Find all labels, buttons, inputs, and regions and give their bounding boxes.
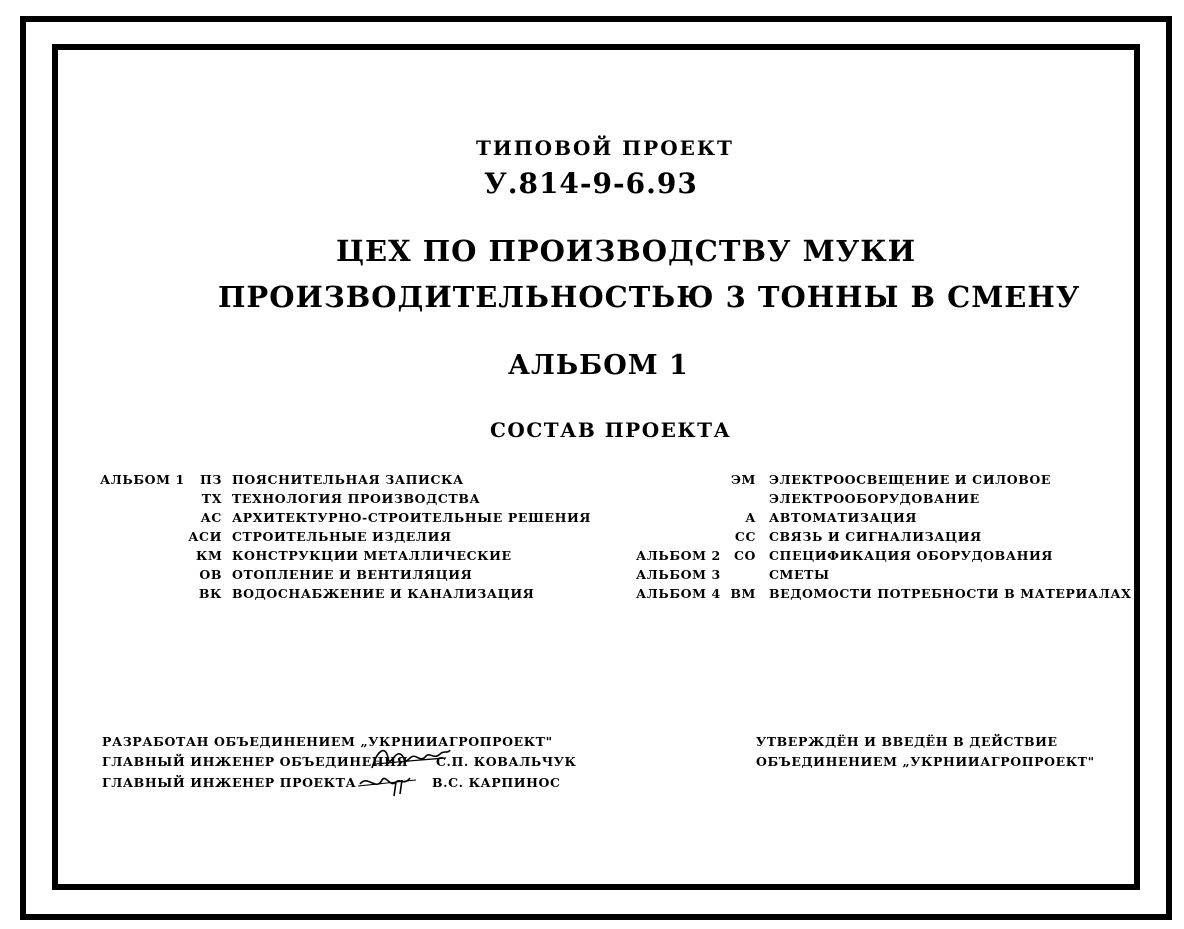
list-item-name: СТРОИТЕЛЬНЫЕ ИЗДЕЛИЯ (232, 529, 452, 544)
list-item-code: СС (734, 529, 756, 544)
chief-engineer-project-role: ГЛАВНЫЙ ИНЖЕНЕР ПРОЕКТА (102, 775, 357, 790)
list-item-name: ЭЛЕКТРООБОРУДОВАНИЕ (769, 491, 980, 506)
list-item-code: АСИ (188, 529, 222, 544)
list-item-name: ТЕХНОЛОГИЯ ПРОИЗВОДСТВА (232, 491, 481, 506)
list-item-name: ЭЛЕКТРООСВЕЩЕНИЕ И СИЛОВОЕ (769, 472, 1052, 487)
approved-line-1: УТВЕРЖДЁН И ВВЕДЁН В ДЕЙСТВИЕ (756, 734, 1058, 749)
list-item-album: АЛЬБОМ 3 (636, 567, 721, 582)
list-item-name: ПОЯСНИТЕЛЬНАЯ ЗАПИСКА (232, 472, 464, 487)
list-item-album: АЛЬБОМ 4 (636, 586, 721, 601)
approved-line-2: ОБЪЕДИНЕНИЕМ „УКРНИИАГРОПРОЕКТ" (756, 754, 1095, 769)
developed-by: РАЗРАБОТАН ОБЪЕДИНЕНИЕМ „УКРНИИАГРОПРОЕКТ" (102, 734, 553, 749)
signature-icon (356, 770, 420, 798)
chief-engineer-assoc-role: ГЛАВНЫЙ ИНЖЕНЕР ОБЪЕДИНЕНИЯ (102, 754, 409, 769)
project-type-label: ТИПОВОЙ ПРОЕКТ (476, 136, 734, 160)
list-item-album: АЛЬБОМ 2 (636, 548, 721, 563)
title-line-1: ЦЕХ ПО ПРОИЗВОДСТВУ МУКИ (336, 234, 917, 268)
chief-engineer-project-name: В.С. КАРПИНОС (432, 775, 561, 790)
list-item-code: ОВ (199, 567, 222, 582)
list-item-name: АРХИТЕКТУРНО-СТРОИТЕЛЬНЫЕ РЕШЕНИЯ (232, 510, 592, 525)
list-item-name: ВОДОСНАБЖЕНИЕ И КАНАЛИЗАЦИЯ (232, 586, 535, 601)
list-item-name: СПЕЦИФИКАЦИЯ ОБОРУДОВАНИЯ (769, 548, 1054, 563)
list-item-name: ВЕДОМОСТИ ПОТРЕБНОСТИ В МАТЕРИАЛАХ (769, 586, 1132, 601)
list-item-code: ПЗ (199, 472, 222, 487)
list-item-code: А (745, 510, 756, 525)
chief-engineer-assoc-name: С.П. КОВАЛЬЧУК (436, 754, 577, 769)
album-title: АЛЬБОМ 1 (508, 350, 689, 381)
composition-title: СОСТАВ ПРОЕКТА (490, 418, 732, 442)
list-item-code: ВМ (730, 586, 756, 601)
list-item-name: СВЯЗЬ И СИГНАЛИЗАЦИЯ (769, 529, 982, 544)
title-line-2: ПРОИЗВОДИТЕЛЬНОСТЬЮ 3 ТОННЫ В СМЕНУ (218, 280, 1081, 314)
list-item-code: АС (200, 510, 222, 525)
list-item-code: ВК (198, 586, 222, 601)
left-album-label: АЛЬБОМ 1 (100, 472, 185, 487)
list-item-code: КМ (196, 548, 223, 563)
list-item-code: ЭМ (731, 472, 756, 487)
list-item-name: СМЕТЫ (769, 567, 830, 582)
list-item-name: ОТОПЛЕНИЕ И ВЕНТИЛЯЦИЯ (232, 567, 473, 582)
list-item-name: КОНСТРУКЦИИ МЕТАЛЛИЧЕСКИЕ (232, 548, 512, 563)
list-item-code: ТХ (201, 491, 222, 506)
project-code: У.814-9-6.93 (484, 167, 698, 200)
list-item-code: СО (733, 548, 756, 563)
list-item-name: АВТОМАТИЗАЦИЯ (769, 510, 917, 525)
